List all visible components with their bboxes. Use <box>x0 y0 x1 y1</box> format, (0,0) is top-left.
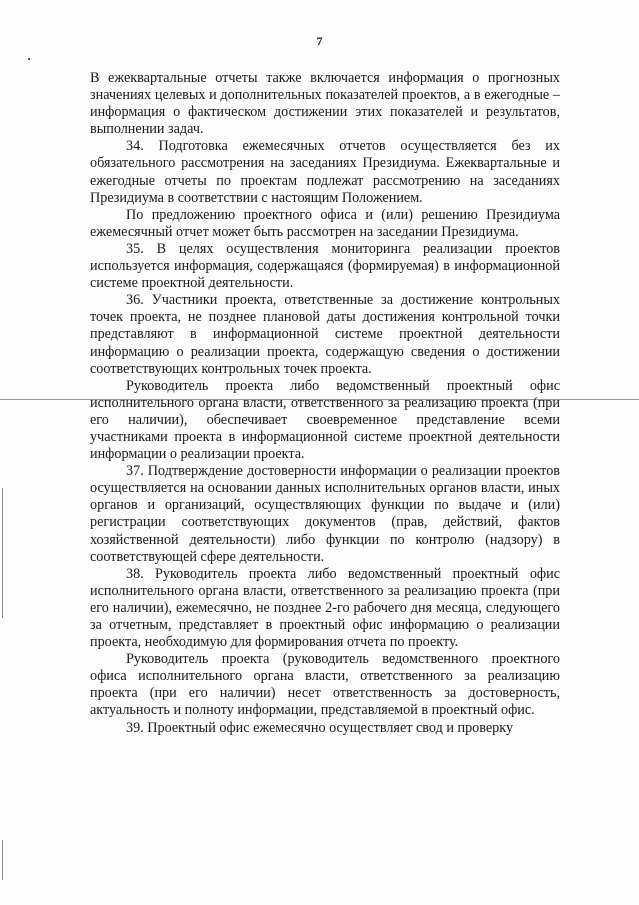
document-body <box>90 70 560 737</box>
paragraph-item-34: 34. Подготовка ежемесячных отчетов осуществляется без их обязательного рассмотрения на заседаниях Президиума. Ежеквартальные и ежегодные отчеты по проектам подлежат рассмотрению на заседаниях Президиума в соответствии с настоящим Положением. <box>90 138 560 206</box>
paragraph-quarterly-reports: В ежеквартальные отчеты также включается информация о прогнозных значениях целевых и дополнительных показателей проектов, а в ежегодные – информация о фактическом достижении этих показателей и результатов, выполнении задач. <box>90 70 560 138</box>
paragraph-responsibility: Руководитель проекта (руководитель ведомственного проектного офиса исполнительного органа власти, ответственного за реализацию проекта (при его наличии) несет ответственность за достоверность, актуальность и полноту информации, представляемой в проектный офис. <box>90 651 560 719</box>
paragraph-item-35: 35. В целях осуществления мониторинга реализации проектов используется информация, содержащаяся (формируемая) в информационной системе проектной деятельности. <box>90 240 560 292</box>
paragraph-project-lead-duties: Руководитель проекта либо ведомственный проектный офис исполнительного органа власти, ответственного за реализацию проекта (при его наличии), обеспечивает своевременное представление всеми участниками проекта в информационной системе проектной деятельности информации о реализации проекта. <box>90 377 560 463</box>
paragraph-item-39: 39. Проектный офис ежемесячно осуществляет свод и проверку <box>126 719 514 736</box>
scan-margin-mark <box>2 488 3 618</box>
paragraph-item-36: 36. Участники проекта, ответственные за достижение контрольных точек проекта, не позднее плановой даты достижения контрольной точки представляют в информационной системе проектной деятельности информацию о реализации проекта, содержащую сведения о достижении соответствующих контрольных точек проекта. <box>90 292 560 377</box>
scan-margin-mark <box>28 58 30 60</box>
scan-margin-mark <box>2 840 3 880</box>
paragraph-item-38: 38. Руководитель проекта либо ведомственный проектный офис исполнительного органа власти, ответственного за реализацию проекта (при его наличии), ежемесячно, не позднее 2-го рабочего дня месяца, следующего за отчетным, представляет в проектный офис информацию о реализации проекта, необходимую для формирования отчета по проекту. <box>90 565 560 651</box>
page-number: 7 <box>316 34 323 48</box>
paragraph-item-37: 37. Подтверждение достоверности информации о реализации проектов осуществляется на основании данных исполнительных органов власти, иных органов и организаций, осуществляющих функции по выдаче и (или) регистрации соответствующих документов (прав, действий, фактов хозяйственной деятельности) либо функции по контролю (надзору) в соответствующей сфере деятельности. <box>90 463 560 565</box>
paragraph-monthly-report-review: По предложению проектного офиса и (или) решению Президиума ежемесячный отчет может быть рассмотрен на заседании Президиума. <box>90 206 560 240</box>
